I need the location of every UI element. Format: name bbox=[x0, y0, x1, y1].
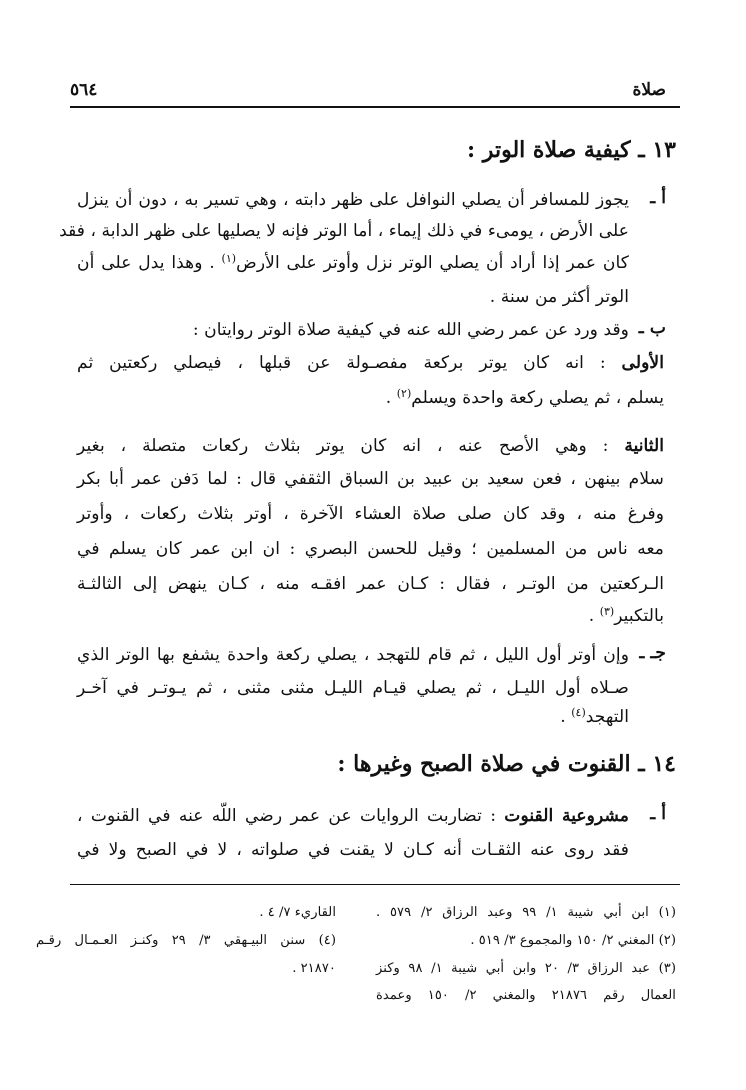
item-c-line-1: وإن أوتر أول الليل ، ثم قام للتهجد ، يصلي ركعة واحدة يشفع بها الوتر الذي bbox=[77, 645, 629, 665]
first-narration-line-2 bbox=[386, 386, 664, 410]
item-c-marker: جـ ـ bbox=[639, 643, 666, 663]
item-c-line-3 bbox=[560, 705, 629, 729]
page-number: ٥٦٤ bbox=[70, 80, 98, 100]
item-a-line-3-tail: . وهذا يدل على أن bbox=[77, 253, 215, 273]
qunut-label: مشروعية القنوت bbox=[504, 806, 630, 826]
footnote-ref-2: (٢) bbox=[396, 387, 412, 400]
second-narration-line-1 bbox=[77, 434, 664, 458]
section-13-heading: ١٣ ـ كيفية صلاة الوتر : bbox=[467, 137, 676, 163]
footnote-ref-4: (٤) bbox=[571, 706, 586, 719]
item-c-last: التهجد bbox=[585, 707, 629, 727]
footnote-ref-3: (٣) bbox=[599, 605, 615, 618]
footnote-3: (٣) عبد الرزاق ٣/ ٢٠ وابن أبي شيبة ١/ ٩٨ وكنز bbox=[376, 961, 677, 976]
item-a-line-3 bbox=[77, 251, 629, 275]
section-14-line-1 bbox=[77, 804, 629, 828]
header-divider bbox=[70, 106, 680, 108]
item-c-end: . bbox=[560, 707, 566, 727]
running-title: صلاة bbox=[632, 80, 666, 100]
second-narration-line-5: الـركعتين من الوتـر ، فقال : كـان عمر افقـه منه ، كـان ينهض إلى الثالثـة bbox=[77, 574, 664, 594]
second-narration-line-4: معه ناس من المسلمين ؛ وقيل للحسن البصري : ان ابن عمر كان يسلم في bbox=[77, 539, 664, 559]
second-narration-line-3: وفرغ منه ، وقد كان صلى صلاة العشاء الآخرة ، أوتر بثلاث ركعات ، وأوتر bbox=[77, 504, 664, 524]
second-narration-label: الثانية bbox=[624, 436, 664, 456]
item-a-marker: أ ـ bbox=[650, 188, 666, 208]
footnote-4-cont: ٢١٨٧٠ . bbox=[292, 961, 336, 976]
first-narration-line-1 bbox=[77, 351, 664, 375]
first-narration-label: الأولى bbox=[621, 353, 664, 373]
item-a-line-3-text: كان عمر إذا أراد أن يصلي الوتر نزل وأوتر على الأرض bbox=[236, 253, 629, 273]
item-a-line-4: الوتر أكثر من سنة . bbox=[489, 287, 629, 307]
second-narration-line-6 bbox=[589, 604, 664, 628]
item-a-line-2: على الأرض ، يومىء في ذلك إيماء ، أما الوتر فإنه لا يصليها على ظهر الدابة ، فقد bbox=[59, 221, 629, 241]
item-c-line-2: صـلاه أول الليـل ، ثم يصلي قيـام الليـل مثنى مثنى ، ثم يـوتـر في آخـر bbox=[77, 678, 629, 698]
footnote-divider bbox=[70, 884, 680, 885]
section-14-heading: ١٤ ـ القنوت في صلاة الصبح وغيرها : bbox=[337, 751, 676, 777]
first-narration-line-2-text: يسلم ، ثم يصلي ركعة واحدة ويسلم bbox=[411, 388, 664, 408]
section-14-line-2: فقد روى عنه الثقـات أنه كـان لا يقنت في صلواته ، لا في الصبح ولا في bbox=[77, 840, 629, 860]
item-a-line-1: يجوز للمسافر أن يصلي النوافل على ظهر دابته ، وهي تسير به ، دون أن ينزل bbox=[77, 190, 629, 210]
item-b-marker: ب ـ bbox=[638, 318, 666, 338]
first-narration-end: . bbox=[385, 388, 392, 408]
first-narration-text: : انه كان يوتر بركعة مفصـولة عن قبلها ، فيصلي ركعتين ثم bbox=[77, 353, 606, 373]
item-b-intro: وقد ورد عن عمر رضي الله عنه في كيفية صلاة الوتر روايتان : bbox=[192, 320, 629, 340]
section-14-item-a-marker: أ ـ bbox=[650, 804, 666, 824]
footnote-2: (٢) المغني ٢/ ١٥٠ والمجموع ٣/ ٥١٩ . bbox=[470, 933, 676, 948]
footnote-3-cont: العمال رقم ٢١٨٧٦ والمغني ٢/ ١٥٠ وعمدة bbox=[376, 988, 676, 1003]
second-narration-text: : وهي الأصح عنه ، انه كان يوتر بثلاث ركعات متصلة ، بغير bbox=[77, 436, 609, 456]
second-narration-end: . bbox=[588, 606, 595, 626]
second-narration-line-2: سلام بينهن ، فعن سعيد بن عبيد بن السباق الثقفي قال : لما دَفن عمر أبا بكر bbox=[77, 469, 664, 489]
footnote-ref-1: (١) bbox=[221, 252, 237, 265]
second-narration-last: بالتكبير bbox=[614, 606, 664, 626]
qunut-text: : تضاربت الروايات عن عمر رضي اللّه عنه في القنوت ، bbox=[77, 806, 496, 826]
footnote-1: (١) ابن أبي شيبة ١/ ٩٩ وعبد الرزاق ٢/ ٥٧٩ . bbox=[376, 905, 676, 920]
footnote-4: (٤) سنن البيـهقي ٣/ ٢٩ وكنـز العـمـال رقـم bbox=[36, 933, 336, 948]
footnote-3-end: القاريء ٧/ ٤ . bbox=[259, 905, 336, 920]
